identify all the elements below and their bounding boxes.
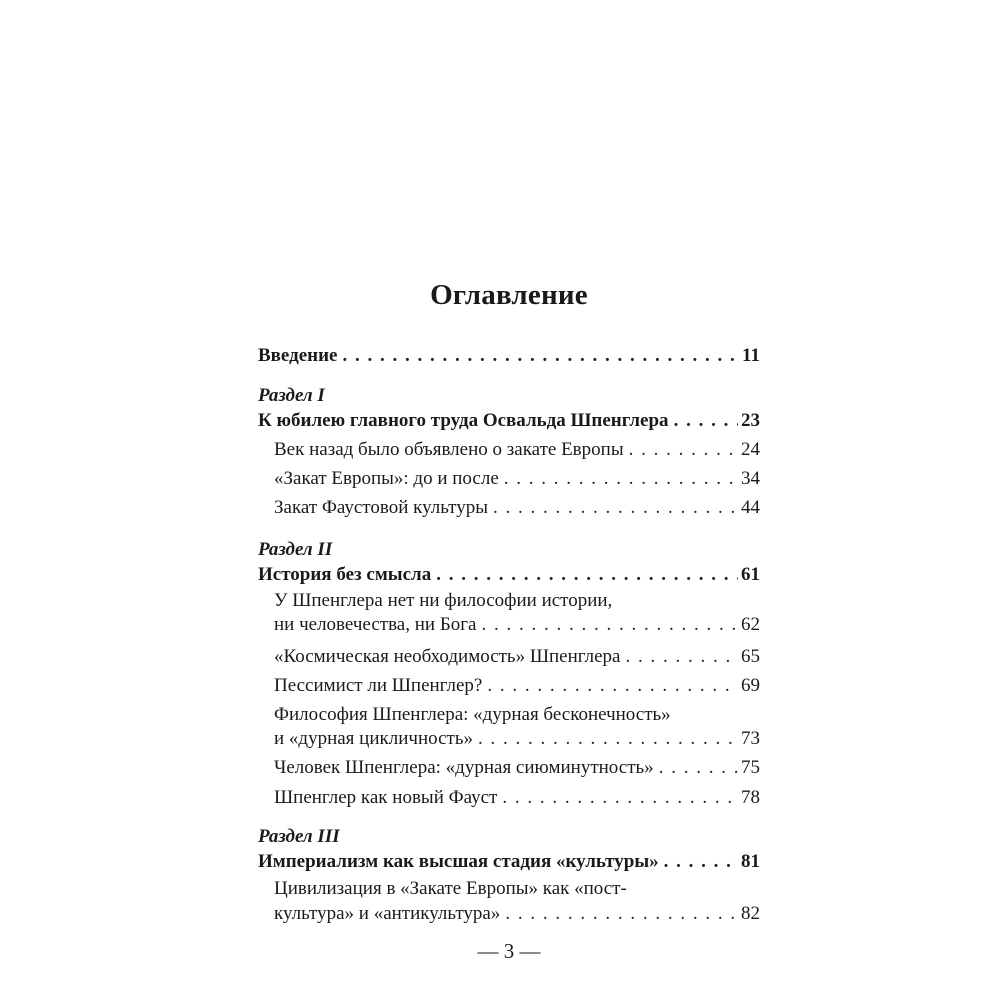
dot-leader: [343, 344, 740, 368]
dot-leader: [659, 756, 738, 780]
toc-entry: [274, 645, 760, 669]
dot-leader: [664, 850, 738, 874]
toc-page-number: 11: [742, 345, 760, 366]
page-number-footer: — 3 —: [477, 939, 541, 963]
toc-page-number: 78: [741, 787, 760, 808]
dot-leader: [436, 563, 738, 587]
toc-page-number: 65: [741, 646, 760, 667]
dot-leader: [504, 467, 738, 491]
toc-entry: [274, 613, 760, 637]
toc-entry-introduction: [258, 344, 760, 368]
toc-page-number: 61: [741, 564, 760, 585]
dot-leader: [625, 645, 738, 669]
toc-page-number: 81: [741, 851, 760, 872]
toc-entry: [274, 786, 760, 810]
page-title: Оглавление: [430, 279, 588, 311]
toc-entry-label: Пессимист ли Шпенглер?: [274, 675, 483, 696]
toc-entry: [274, 902, 760, 926]
toc-entry-section-3-main: [258, 850, 760, 874]
toc-entry-label: Империализм как высшая стадия «культуры»: [258, 851, 659, 872]
toc-entry: [274, 674, 760, 698]
dot-leader: [487, 674, 738, 698]
toc-page-number: 62: [741, 614, 760, 635]
toc-entry-label: Введение: [258, 345, 338, 366]
toc-page-number: 23: [741, 410, 760, 431]
toc-entry-label: Закат Фаустовой культуры: [274, 497, 488, 518]
toc-entry-first-line: У Шпенглера нет ни философии истории,: [274, 590, 613, 611]
toc-entry: [274, 756, 760, 780]
dot-leader: [493, 496, 738, 520]
toc-page-number: 34: [741, 468, 760, 489]
dot-leader: [502, 786, 738, 810]
toc-entry-label: История без смысла: [258, 564, 432, 585]
toc-entry-label: «Закат Европы»: до и после: [274, 468, 499, 489]
dot-leader: [629, 438, 738, 462]
toc-entry: [274, 496, 760, 520]
toc-entry: [274, 438, 760, 462]
toc-page-number: 73: [741, 728, 760, 749]
dot-leader: [478, 727, 738, 751]
toc-page-number: 69: [741, 675, 760, 696]
toc-entry-label: ни человечества, ни Бога: [274, 614, 477, 635]
toc-entry-section-1-main: [258, 409, 760, 433]
table-of-contents-page: [258, 0, 760, 1000]
toc-entry-label: К юбилею главного труда Освальда Шпенглера: [258, 410, 669, 431]
toc-page-number: 75: [741, 757, 760, 778]
toc-entry: [274, 467, 760, 491]
dot-leader: [674, 409, 738, 433]
toc-entry-first-line: Цивилизация в «Закате Европы» как «пост-: [274, 878, 627, 899]
dot-leader: [505, 902, 738, 926]
toc-entry-label: Шпенглер как новый Фауст: [274, 787, 498, 808]
toc-entry: [274, 727, 760, 751]
toc-page-number: 44: [741, 497, 760, 518]
toc-page-number: 82: [741, 903, 760, 924]
toc-entry-first-line: Философия Шпенглера: «дурная бесконечность»: [274, 704, 671, 725]
section-heading-3: Раздел III: [258, 826, 340, 847]
toc-entry-label: Человек Шпенглера: «дурная сиюминутность»: [274, 757, 654, 778]
toc-entry-label: и «дурная цикличность»: [274, 728, 473, 749]
section-heading-1: Раздел I: [258, 385, 325, 406]
toc-entry-label: культура» и «антикультура»: [274, 903, 501, 924]
dot-leader: [481, 613, 738, 637]
toc-entry-section-2-main: [258, 563, 760, 587]
section-heading-2: Раздел II: [258, 539, 333, 560]
toc-page-number: 24: [741, 439, 760, 460]
toc-entry-label: Век назад было объявлено о закате Европы: [274, 439, 624, 460]
toc-entry-label: «Космическая необходимость» Шпенглера: [274, 646, 621, 667]
